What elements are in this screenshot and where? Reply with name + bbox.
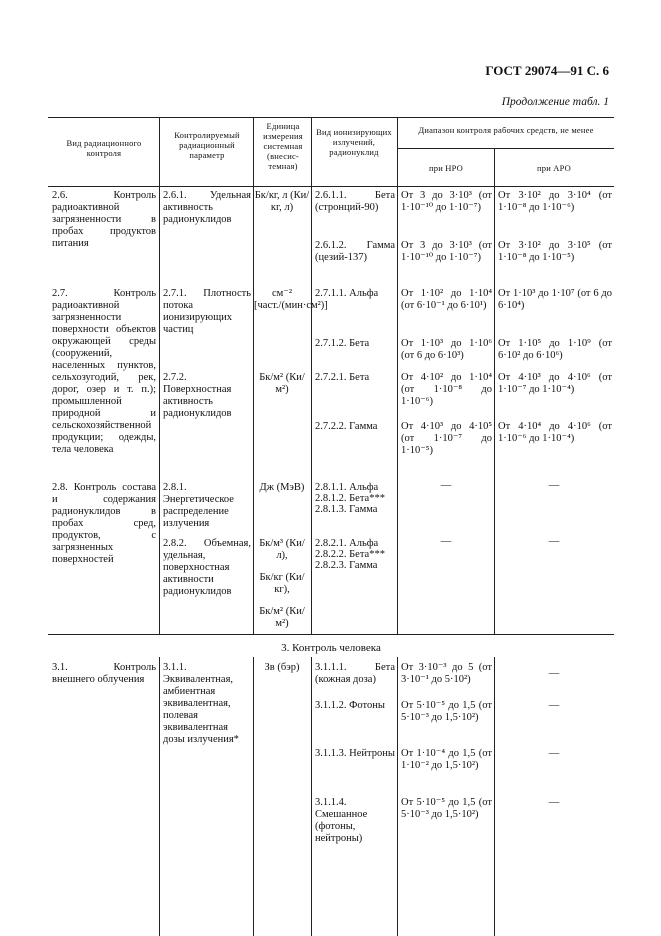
- cell-unit: см⁻² [част./(мин·см²)]: [254, 288, 328, 311]
- cell-parameter: 3.1.1. Эквивалентная, амбиентная эквивалентная, полевая эквивалентная дозы излучения*: [163, 662, 239, 745]
- cell-unit: Зв (бэр): [264, 662, 300, 673]
- range-npo: От 5·10⁻⁵ до 1,5 (от 5·10⁻³ до 1,5·10²): [401, 797, 492, 820]
- col-header-type: Вид радиационного контроля: [66, 138, 142, 158]
- range-npo: От 1·10³ до 1·10⁶ (от 6 до 6·10³): [401, 338, 492, 361]
- cell-radiation: 3.1.1.3. Нейтроны: [315, 748, 395, 759]
- col-divider: [311, 657, 312, 936]
- range-npo: От 4·10² до 1·10⁴ (от 1·10⁻⁸ до 1·10⁻⁶): [401, 372, 492, 407]
- page-header: ГОСТ 29074—91 С. 6: [485, 63, 609, 78]
- col-divider: [253, 657, 254, 936]
- cell-parameter: 2.7.1. Плотность потока ионизирующих частиц: [163, 288, 251, 335]
- range-aro: —: [548, 748, 560, 759]
- col-divider: [494, 148, 495, 634]
- range-aro: —: [548, 700, 560, 711]
- cell-control-type: 3.1. Контроль внешнего облучения: [52, 662, 156, 685]
- cell-radiation: 2.7.2.2. Гамма: [315, 421, 378, 432]
- range-npo: От 1·10⁻⁴ до 1,5 (от 1·10⁻² до 1,5·10²): [401, 748, 492, 771]
- col-header-npo: при НРО: [429, 163, 463, 173]
- range-npo: От 4·10³ до 4·10⁵ (от 1·10⁻⁷ до 1·10⁻⁵): [401, 421, 492, 456]
- range-aro: —: [548, 480, 560, 491]
- table-middle-rule: [48, 634, 614, 635]
- range-npo: От 3·10⁻³ до 5 (от 3·10⁻¹ до 5·10²): [401, 662, 492, 685]
- range-aro: —: [548, 536, 560, 547]
- cell-parameter: 2.6.1. Удельная активность радионуклидов: [163, 190, 251, 225]
- cell-radiation: 3.1.1.1. Бета (кожная доза): [315, 662, 395, 685]
- range-aro: —: [548, 797, 560, 808]
- cell-radiation: 2.7.2.1. Бета: [315, 372, 370, 383]
- cell-radiation: 2.7.1.1. Альфа: [315, 288, 379, 299]
- continuation-note: Продолжение табл. 1: [501, 96, 609, 108]
- col-header-aro: при АРО: [537, 163, 571, 173]
- range-aro: —: [548, 668, 560, 679]
- header-bottom-rule: [48, 186, 614, 187]
- range-npo: От 5·10⁻⁵ до 1,5 (от 5·10⁻³ до 1,5·10²): [401, 700, 492, 723]
- cell-unit: Бк/м³ (Ки/л), Бк/кг (Ки/кг), Бк/м² (Ки/м²): [259, 538, 305, 629]
- col-header-unit: Единица измерения системная (внесис-темная): [263, 121, 303, 171]
- range-npo: От 3 до 3·10³ (от 1·10⁻¹⁰ до 1·10⁻⁷): [401, 240, 492, 263]
- range-aro: От 1·10³ до 1·10⁷ (от 6 до 6·10⁴): [498, 288, 612, 311]
- cell-control-type: 2.8. Контроль состава и содержания радионуклидов в пробах сред, продуктов, с загрязненных поверхностей: [52, 482, 156, 565]
- col-divider: [397, 117, 398, 634]
- range-aro: От 4·10⁴ до 4·10⁶ (от 1·10⁻⁶ до 1·10⁻⁴): [498, 421, 612, 444]
- col-header-radiation: Вид ионизирующих излучений, радионуклид: [316, 127, 392, 157]
- table-top-rule: [48, 117, 614, 118]
- range-npo: —: [440, 480, 452, 491]
- cell-unit: Бк/м² (Ки/м²): [259, 372, 305, 395]
- range-npo: От 1·10² до 1·10⁴ (от 6·10⁻¹ до 6·10¹): [401, 288, 492, 311]
- cell-radiation: 2.8.2.1. Альфа 2.8.2.2. Бета*** 2.8.2.3. Гамма: [315, 538, 385, 571]
- col-divider: [494, 657, 495, 936]
- header-sub-rule: [397, 148, 614, 149]
- col-header-parameter: Контролируемый радиационный параметр: [174, 130, 240, 160]
- range-aro: От 3·10² до 3·10⁴ (от 1·10⁻⁸ до 1·10⁻⁶): [498, 190, 612, 213]
- range-npo: От 3 до 3·10³ (от 1·10⁻¹⁰ до 1·10⁻⁷): [401, 190, 492, 213]
- cell-parameter: 2.7.2. Поверхностная активность радионуклидов: [163, 372, 232, 419]
- col-divider: [397, 657, 398, 936]
- cell-unit: Дж (МэВ): [259, 482, 305, 493]
- cell-radiation: 3.1.1.4. Смешанное (фотоны, нейтроны): [315, 797, 368, 844]
- cell-radiation: 2.6.1.2. Гамма (цезий-137): [315, 240, 395, 263]
- section-title: 3. Контроль человека: [281, 642, 381, 654]
- cell-control-type: 2.7. Контроль радиоактивной загрязненности поверхности объектов окружающей среды (сооружений, населенных пунктов, сельхозугодий, рек, дорог, озер и т. п.); промышленной природной и сельскохозяйственной продукции; одежды, тела человека: [52, 288, 156, 455]
- range-aro: От 4·10³ до 4·10⁶ (от 1·10⁻⁷ до 1·10⁻⁴): [498, 372, 612, 395]
- col-divider: [159, 117, 160, 634]
- col-divider: [311, 117, 312, 634]
- cell-radiation: 2.6.1.1. Бета (стронций-90): [315, 190, 395, 213]
- cell-parameter: 2.8.1. Энергетическое распределение излучения: [163, 482, 234, 529]
- range-aro: От 1·10⁵ до 1·10⁹ (от 6·10² до 6·10⁶): [498, 338, 612, 361]
- cell-control-type: 2.6. Контроль радиоактивной загрязненности в пробах продуктов питания: [52, 190, 156, 249]
- range-aro: От 3·10² до 3·10⁵ (от 1·10⁻⁸ до 1·10⁻⁵): [498, 240, 612, 263]
- col-divider: [159, 657, 160, 936]
- cell-parameter: 2.8.2. Объемная, удельная, поверхностная активности радионуклидов: [163, 538, 251, 597]
- col-header-range: Диапазон контроля рабочих средств, не менее: [418, 125, 594, 135]
- range-npo: —: [440, 536, 452, 547]
- cell-radiation: 2.8.1.1. Альфа 2.8.1.2. Бета*** 2.8.1.3. Гамма: [315, 482, 385, 515]
- cell-unit: Бк/кг, л (Ки/кг, л): [254, 190, 310, 213]
- cell-radiation: 3.1.1.2. Фотоны: [315, 700, 385, 711]
- cell-radiation: 2.7.1.2. Бета: [315, 338, 370, 349]
